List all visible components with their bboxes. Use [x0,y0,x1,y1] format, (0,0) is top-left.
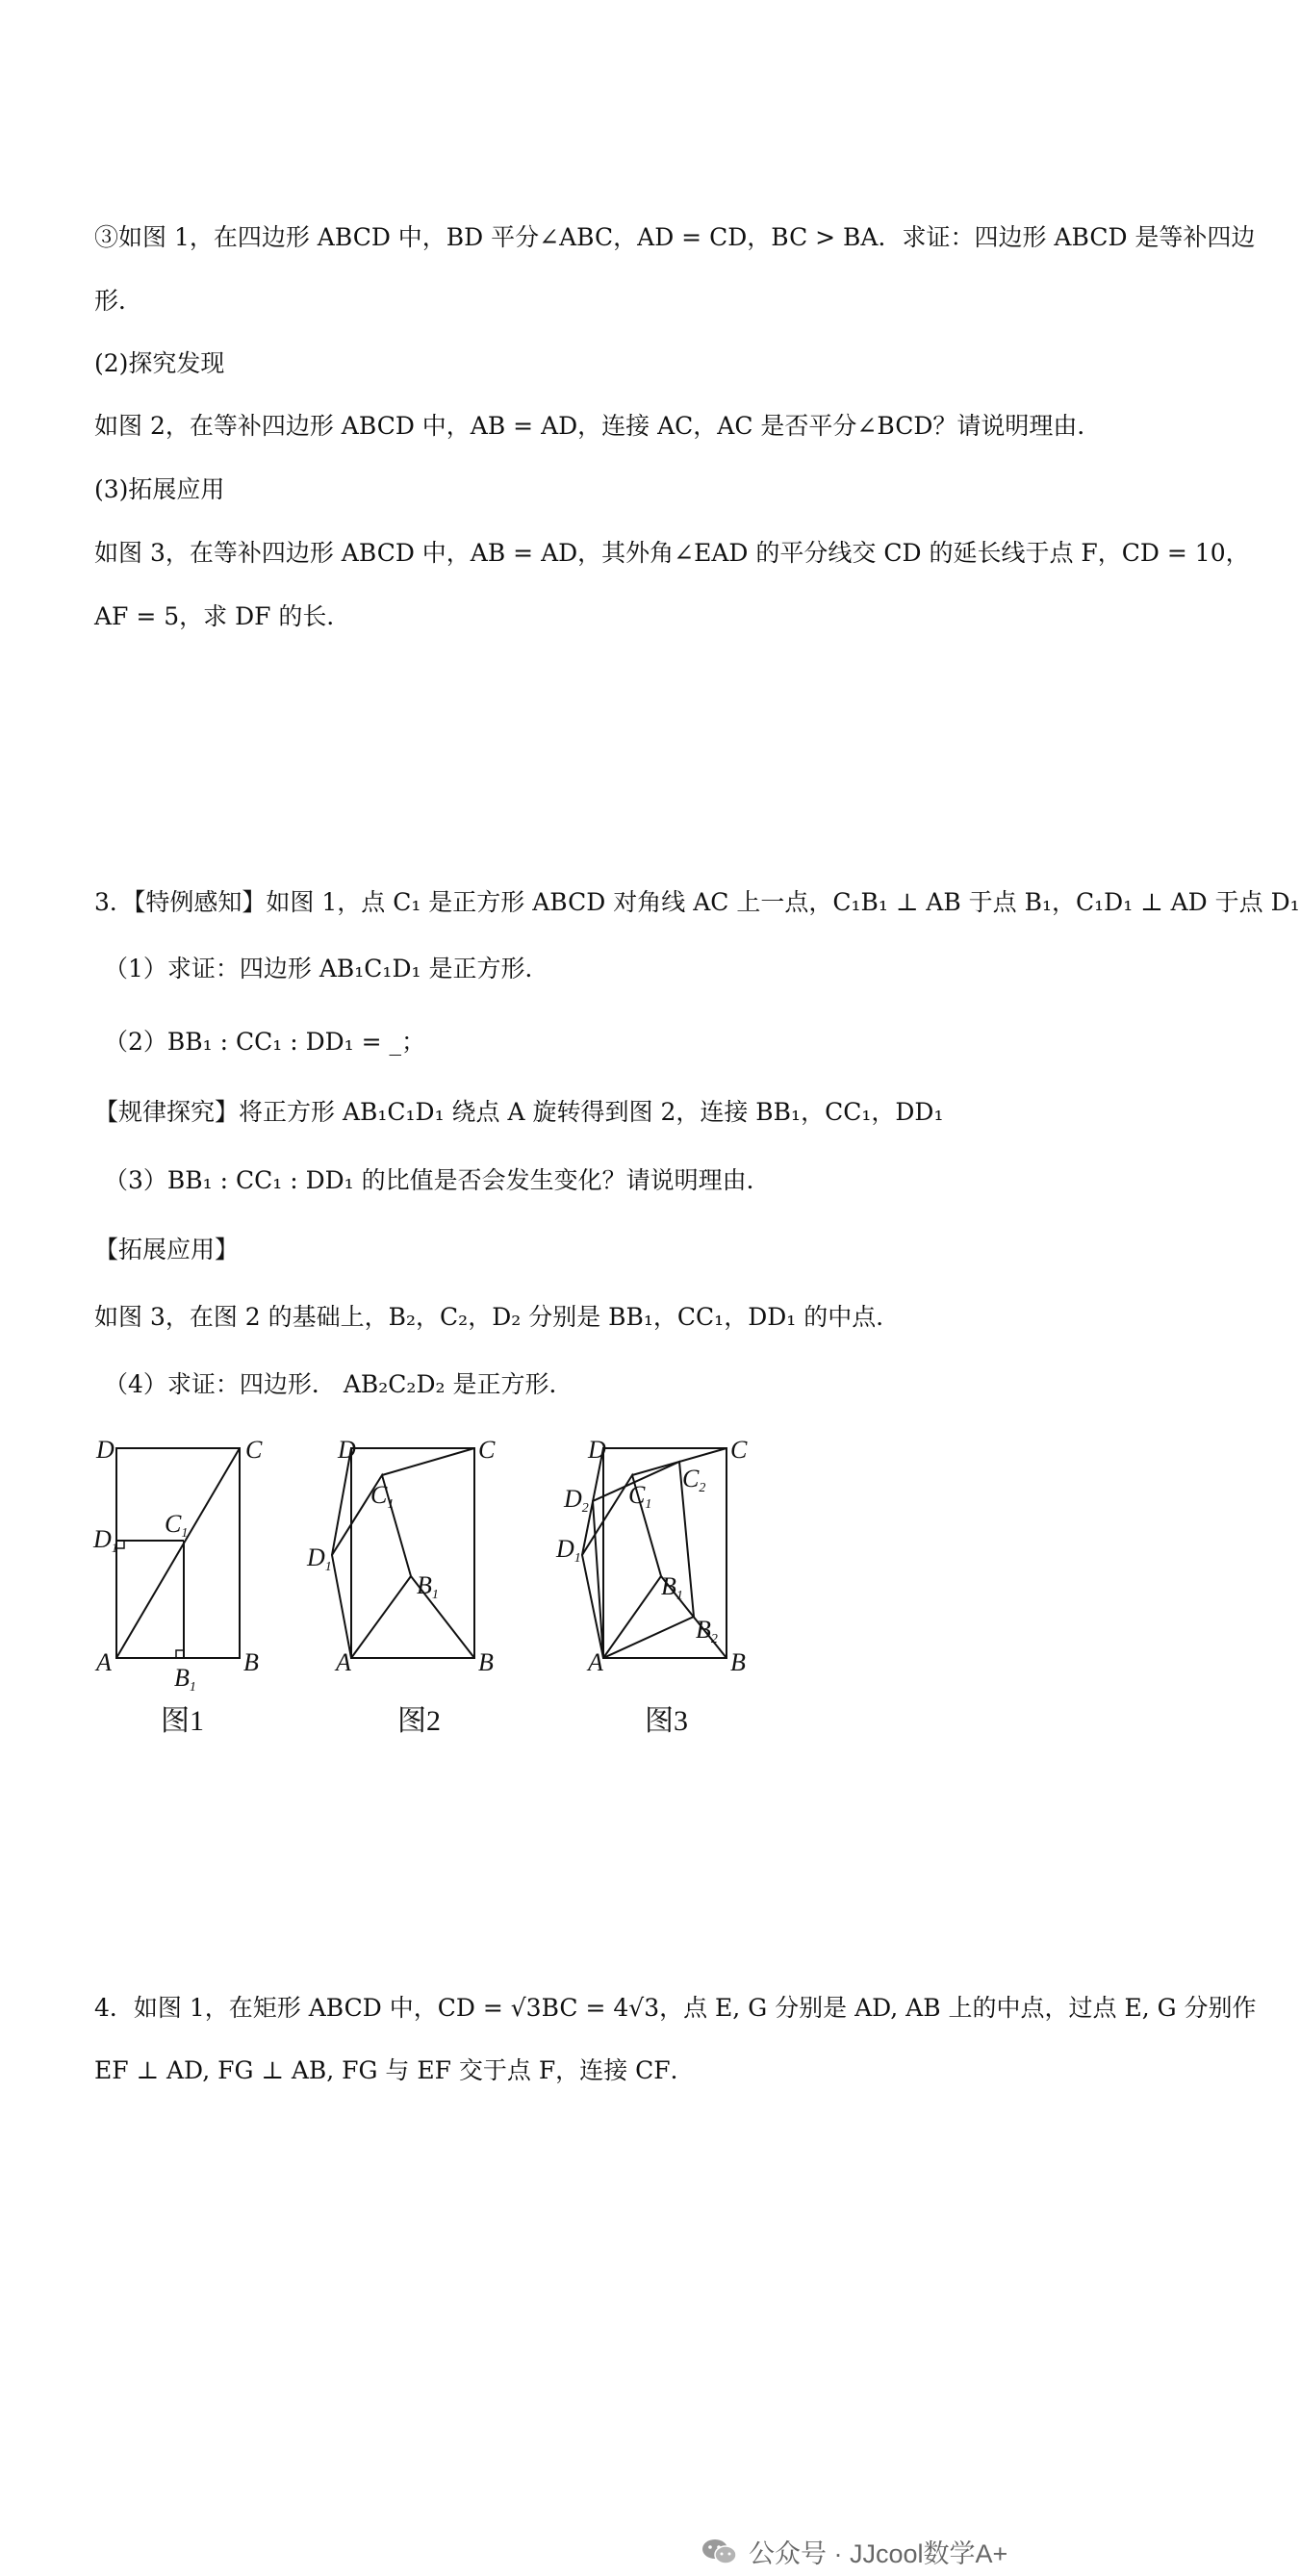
label-c1: C1 [628,1481,652,1512]
problem3-question4: （4）求证：四边形． AB₂C₂D₂ 是正方形． [104,1370,574,1398]
problem3-question3: （3）BB₁ : CC₁ : DD₁ 的比值是否会发生变化？请说明理由． [104,1166,771,1194]
label-d1: D1 [556,1535,581,1566]
problem4-line1: 4．如图 1，在矩形 ABCD 中，CD = √3BC = 4√3，点 E, G 分别是 AD, AB 上的中点，过点 E, G 分别作 [94,1994,1257,2022]
problem2-question3-line2: AF = 5，求 DF 的长． [94,602,351,630]
label-a: A [96,1648,112,1676]
problem2-item3-line1: ③如图 1，在四边形 ABCD 中，BD 平分∠ABC，AD = CD，BC > BA．求证：四边形 ABCD 是等补四边 [94,223,1256,251]
wechat-icon [701,2538,739,2566]
label-a: A [588,1648,603,1676]
label-d: D [338,1436,356,1464]
label-b1: B1 [174,1664,196,1695]
figure-2 [303,1434,515,1684]
label-c1: C1 [165,1510,189,1541]
label-b: B [478,1648,494,1676]
label-c: C [478,1436,496,1464]
label-d: D [96,1436,115,1464]
label-a: A [336,1648,351,1676]
wechat-footer [701,2533,1007,2570]
problem3-extend-heading: 【拓展应用】 [94,1236,240,1263]
problem2-item3-line2: 形． [94,287,143,315]
label-c2: C2 [682,1465,706,1495]
label-b1: B1 [661,1572,683,1603]
problem2-question2: 如图 2，在等补四边形 ABCD 中，AB = AD，连接 AC，AC 是否平分∠BCD？请说明理由． [94,412,1102,440]
label-d: D [588,1436,606,1464]
label-b: B [730,1648,746,1676]
figure-3 [553,1434,775,1684]
label-d1: D1 [93,1525,118,1556]
label-d1: D1 [307,1543,332,1574]
label-c1: C1 [370,1481,395,1512]
label-c: C [245,1436,263,1464]
figure-1-caption: 图1 [161,1705,204,1737]
label-b2: B2 [696,1616,718,1646]
footer-text: 公众号 · JJcool数学A+ [749,2539,1008,2568]
section-explore: (2)探究发现 [94,349,225,377]
figure-2-caption: 图2 [397,1705,441,1737]
problem4-line2: EF ⊥ AD, FG ⊥ AB, FG 与 EF 交于点 F，连接 CF． [94,2056,695,2084]
label-b1: B1 [417,1571,439,1602]
problem3-intro: 3．【特例感知】如图 1，点 C₁ 是正方形 ABCD 对角线 AC 上一点，C₁B₁ ⊥ AB 于点 B₁，C₁D₁ ⊥ AD 于点 D₁ [94,888,1300,916]
label-b: B [243,1648,259,1676]
problem3-rule-explore: 【规律探究】将正方形 AB₁C₁D₁ 绕点 A 旋转得到图 2，连接 BB₁，CC₁，DD₁ [94,1098,944,1126]
problem2-question3-line1: 如图 3，在等补四边形 ABCD 中，AB = AD，其外角∠EAD 的平分线交 CD 的延长线于点 F，CD = 10， [94,539,1250,567]
figure-1 [91,1434,274,1695]
label-c: C [730,1436,748,1464]
label-d2: D2 [564,1485,589,1516]
figure-3-caption: 图3 [645,1705,688,1737]
right-angle-mark-b1 [176,1650,184,1658]
diagonal-ac [116,1448,240,1658]
problem3-extend-text: 如图 3，在图 2 的基础上，B₂，C₂，D₂ 分别是 BB₁，CC₁，DD₁ 的中点． [94,1303,901,1331]
problem3-question2: （2）BB₁ : CC₁ : DD₁ = _； [104,1028,426,1056]
segment-cc1 [382,1448,474,1475]
problem3-question1: （1）求证：四边形 AB₁C₁D₁ 是正方形． [104,955,549,982]
section-extend: (3)拓展应用 [94,475,225,503]
square-abcd [351,1448,474,1658]
